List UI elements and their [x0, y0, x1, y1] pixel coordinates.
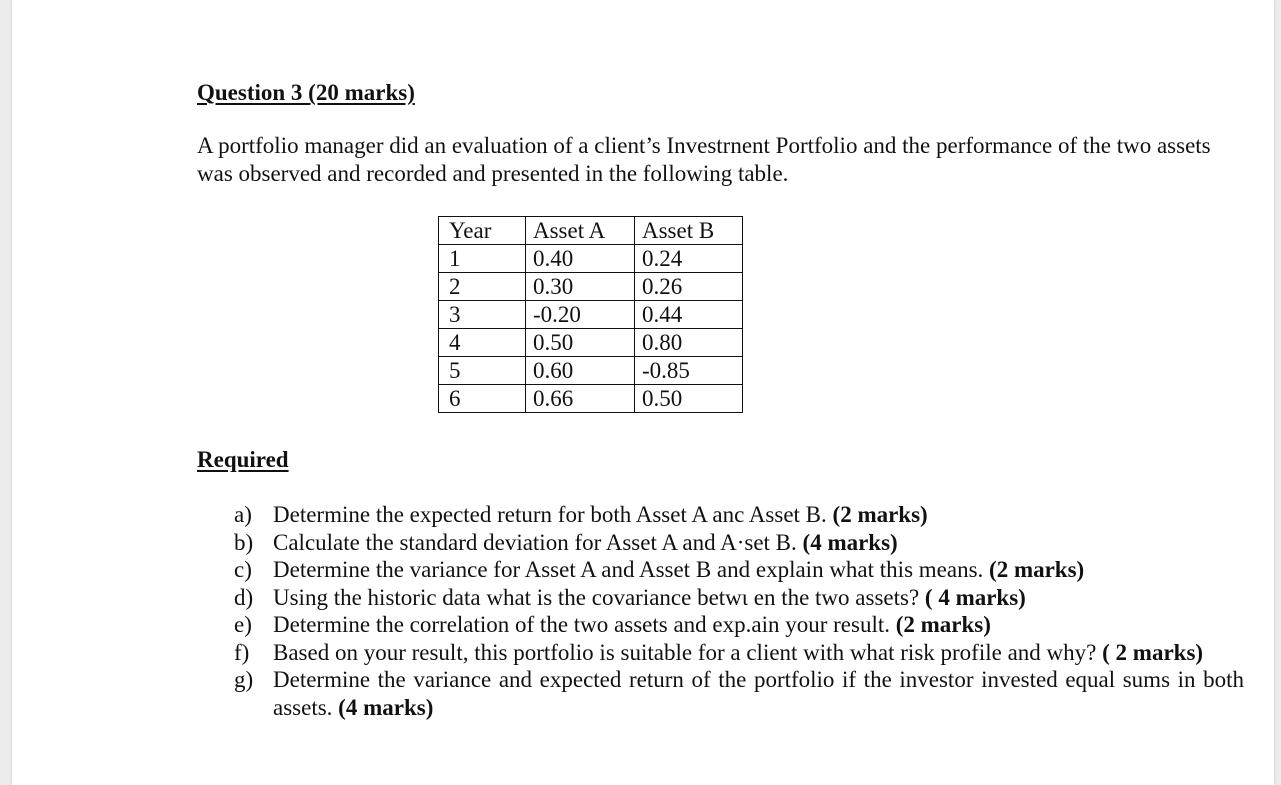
list-item [234, 584, 1244, 612]
asset-b-cell: 0.44 [635, 301, 743, 329]
list-item [234, 529, 1244, 557]
list-item [234, 501, 1244, 529]
column-header-year: Year [439, 217, 526, 245]
table-row [439, 385, 743, 413]
asset-b-cell: -0.85 [635, 357, 743, 385]
table-row [439, 329, 743, 357]
item-text: Calculate the standard deviation for Asset A and A·set B. [273, 529, 803, 555]
item-text: Using the historic data what is the covariance betwι en the two assets? [273, 584, 925, 610]
asset-a-cell: 0.50 [526, 329, 635, 357]
list-item [234, 611, 1244, 639]
asset-b-cell: 0.50 [635, 385, 743, 413]
item-label: e) [234, 612, 252, 637]
question-intro: A portfolio manager did an evaluation of a client’s Investrnent Portfolio and the performance of the two assets was observed and recorded and presented in the following table. [197, 133, 1211, 186]
item-label: d) [234, 584, 254, 610]
year-cell: 1 [439, 245, 526, 273]
asset-b-cell: 0.26 [635, 273, 743, 301]
item-marks: (4 marks) [802, 529, 898, 555]
column-header-asset-b: Asset B [635, 217, 743, 245]
year-cell: 2 [439, 273, 526, 301]
item-text: Determine the variance and expected return of the portfolio if the investor invested equal sums in both assets. [273, 667, 1244, 720]
year-cell: 4 [439, 329, 526, 357]
table-row [439, 245, 743, 273]
item-label: b) [234, 529, 254, 555]
item-text: Determine the correlation of the two assets and exp.ain your result. [273, 612, 896, 637]
table-row [439, 273, 743, 301]
item-marks: ( 2 marks) [1102, 639, 1204, 665]
item-marks: (2 marks) [989, 557, 1085, 582]
list-item [234, 639, 1244, 667]
item-marks: (2 marks) [832, 502, 928, 527]
item-label: f) [234, 639, 250, 665]
item-marks: ( 4 marks) [924, 584, 1026, 610]
asset-a-cell: 0.66 [526, 385, 635, 413]
list-item [234, 556, 1244, 584]
item-marks: (4 marks) [338, 694, 434, 720]
item-label: g) [234, 667, 254, 692]
item-text: Based on your result, this portfolio is suitable for a client with what risk profile and why? [273, 639, 1103, 665]
table-header-row [439, 217, 743, 245]
document-page [12, 0, 1274, 785]
item-label: c) [234, 557, 252, 582]
table-row [439, 301, 743, 329]
year-cell: 6 [439, 385, 526, 413]
asset-a-cell: 0.30 [526, 273, 635, 301]
required-list [234, 501, 1244, 721]
year-cell: 5 [439, 357, 526, 385]
year-cell: 3 [439, 301, 526, 329]
performance-table [438, 216, 743, 413]
item-text: Determine the expected return for both Asset A anc Asset B. [273, 502, 833, 527]
item-text: Determine the variance for Asset A and Asset B and explain what this means. [273, 557, 990, 582]
asset-b-cell: 0.80 [635, 329, 743, 357]
asset-a-cell: 0.60 [526, 357, 635, 385]
item-label: a) [234, 502, 252, 527]
list-item [234, 666, 1244, 721]
table-row [439, 357, 743, 385]
item-marks: (2 marks) [895, 612, 991, 637]
asset-a-cell: -0.20 [526, 301, 635, 329]
question-heading: Question 3 (20 marks) [197, 80, 415, 105]
required-heading: Required [197, 447, 289, 472]
asset-b-cell: 0.24 [635, 245, 743, 273]
asset-a-cell: 0.40 [526, 245, 635, 273]
column-header-asset-a: Asset A [526, 217, 635, 245]
